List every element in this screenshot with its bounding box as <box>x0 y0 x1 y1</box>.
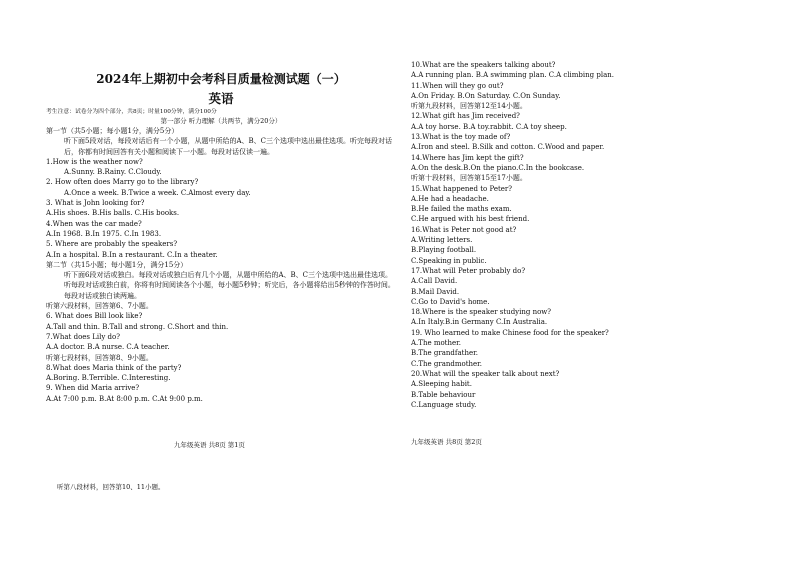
left-column <box>46 126 396 404</box>
exam-note: 考生注意：试卷分为四个部分，共8页；时量100分钟，满分100分 <box>46 109 217 115</box>
right-line: 20.What will the speaker talk about next? <box>411 369 560 378</box>
left-line: A.A doctor. B.A nurse. C.A teacher. <box>46 343 170 352</box>
left-line: 3. What is John looking for? <box>46 199 145 208</box>
right-line: 10.What are the speakers talking about? <box>411 61 556 69</box>
left-line: 2. How often does Marry go to the library? <box>46 178 199 187</box>
right-line: B.The grandfather. <box>411 349 478 358</box>
right-line: 听第十段材料，回答第15至17小题。 <box>411 174 527 183</box>
right-line: 13.What is the toy made of? <box>411 133 511 142</box>
right-line: 听第九段材料，回答第12至14小题。 <box>411 102 527 111</box>
left-line: 4.When was the car made? <box>46 219 142 228</box>
right-line: B.Mail David. <box>411 287 460 296</box>
right-line: A.Writing letters. <box>411 236 473 245</box>
right-line: 18.Where is the speaker studying now? <box>411 308 552 317</box>
left-line: 8.What does Maria think of the party? <box>46 363 182 372</box>
right-line: A.A running plan. B.A swimming plan. C.A climbing plan. <box>411 71 614 80</box>
page-footer-right: 九年级英语 共8页 第2页 <box>411 438 482 446</box>
right-line: 19. Who learned to make Chinese food for the speaker? <box>411 328 609 337</box>
left-line: 听下面5段对话，每段对话后有一个小题，从题中所给的A、B、C三个选项中选出最佳选项。听完每段对话后，你都有时间回答有关小题和阅读下一小题。每段对话仅读一遍。 <box>64 137 393 156</box>
left-line: 听第六段材料，回答第6、7小题。 <box>46 302 153 311</box>
left-line: 1.How is the weather now? <box>46 157 143 166</box>
left-line: 听第七段材料，回答第8、9小题。 <box>46 353 153 362</box>
right-line: B.Playing football. <box>411 246 477 255</box>
right-line: C.The grandmother. <box>411 359 482 368</box>
right-line: 14.Where has Jim kept the gift? <box>411 153 524 162</box>
exam-title: 2024年上期初中会考科目质量检测试题（一） <box>96 72 346 86</box>
right-line: 17.What will Peter probably do? <box>411 266 526 275</box>
left-line: 6. What does Bill look like? <box>46 312 143 321</box>
right-line: C.Go to David's home. <box>411 297 490 306</box>
left-line: 9. When did Maria arrive? <box>46 384 140 393</box>
left-line: 第二节（共15小题；每小题1分，满分15分） <box>46 260 188 269</box>
right-column <box>411 60 771 410</box>
left-line: 听下面6段对话或独白。每段对话或独白后有几个小题，从题中所给的A、B、C三个选项中选出最佳选项。听每段对话或独白前，你将有时间阅读各个小题，每小题5秒钟；听完后，各小题将给出5秒钟的作答时间。每段对话或独白读两遍。 <box>64 271 395 300</box>
left-line: A.Boring. B.Terrible. C.Interesting. <box>46 374 171 383</box>
left-line: A.His shoes. B.His balls. C.His books. <box>46 209 180 218</box>
right-line: A.Sleeping habit. <box>411 380 472 389</box>
left-line: A.In 1968. B.In 1975. C.In 1983. <box>46 229 162 238</box>
right-line: A.He had a headache. <box>411 194 489 203</box>
part1-heading: 第一部分 听力理解（共两节，满分20分） <box>160 117 282 125</box>
right-line: A.Iron and steel. B.Silk and cotton. C.Wood and paper. <box>411 143 605 152</box>
right-line: 15.What happened to Peter? <box>411 184 513 193</box>
page-footer-left: 九年级英语 共8页 第1页 <box>174 441 245 449</box>
right-line: A.On the desk.B.On the piano.C.In the bookcase. <box>411 163 585 172</box>
exam-subject: 英语 <box>208 91 234 106</box>
right-line: 11.When will they go out? <box>411 81 504 90</box>
right-line: C.He argued with his best friend. <box>411 215 530 224</box>
right-line: B.Table behaviour <box>411 390 476 399</box>
right-line: 12.What gift has Jim received? <box>411 112 520 121</box>
left-line: A.In a hospital. B.In a restaurant. C.In a theater. <box>46 250 218 259</box>
right-line: C.Language study. <box>411 400 477 409</box>
left-line: A.Sunny. B.Rainy. C.Cloudy. <box>64 168 162 177</box>
right-line: A.Call David. <box>411 277 458 286</box>
right-line: C.Speaking in public. <box>411 256 487 265</box>
left-line: A.At 7:00 p.m. B.At 8:00 p.m. C.At 9:00 p.m. <box>46 394 203 403</box>
left-line: A.Tall and thin. B.Tall and strong. C.Short and thin. <box>46 322 229 331</box>
left-line: 7.What does Lily do? <box>46 332 121 341</box>
right-line: A.The mother. <box>411 339 461 348</box>
bottom-note: 听第八段材料，回答第10、11小题。 <box>57 483 165 491</box>
left-line: 5. Where are probably the speakers? <box>46 240 178 249</box>
right-line: A.On Friday. B.On Saturday. C.On Sunday. <box>411 91 561 100</box>
left-line: A.Once a week. B.Twice a week. C.Almost every day. <box>64 188 251 197</box>
right-line: A.A toy horse. B.A toy.rabbit. C.A toy sheep. <box>411 122 567 131</box>
right-line: B.He failed the maths exam. <box>411 205 512 214</box>
left-line: 第一节（共5小题；每小题1分，满分5分） <box>46 127 179 135</box>
right-line: 16.What is Peter not good at? <box>411 225 517 234</box>
right-line: A.In Italy.B.in Germany C.In Australia. <box>411 318 548 327</box>
